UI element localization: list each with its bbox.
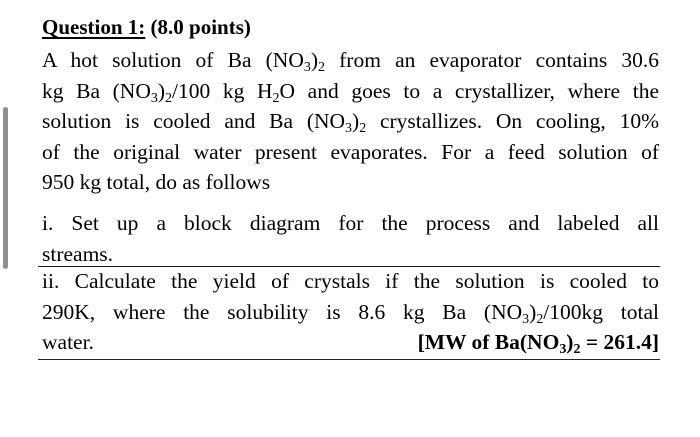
question-points: (8.0 points) xyxy=(150,15,251,39)
question-heading xyxy=(42,12,251,42)
sub-question-i xyxy=(42,208,659,269)
sub-question-ii-line-3 xyxy=(42,327,659,358)
sub-question-i-line-1: i. Set up a block diagram for the process and labeled all xyxy=(42,211,659,235)
statement-line-3: solution is cooled and Ba $(NO_3)_2$ crystallizes. On cooling, 10% xyxy=(42,109,659,137)
scroll-indicator[interactable] xyxy=(3,107,8,269)
sub-question-ii-line-1: ii. Calculate the yield of crystals if the solution is cooled to xyxy=(42,269,659,293)
sub-question-i-line-2: streams. xyxy=(42,241,114,266)
divider-2 xyxy=(38,359,660,360)
trailing-word: water. xyxy=(42,330,94,354)
statement-line-5: 950 kg total, do as follows xyxy=(42,170,271,194)
statement-line-2: kg Ba $(NO_3)_2/100$ kg $H_2O$ and goes to a crystallizer, where the xyxy=(42,78,659,106)
sub-question-ii xyxy=(42,266,659,358)
question-label: Question 1: xyxy=(42,15,146,39)
sub-question-ii-line-2: 290K, where the solubility is 8.6 kg Ba $(NO_3)_2/100kg$ total xyxy=(42,299,659,327)
molecular-weight-note: [MW of $Ba(NO_3)_2 = 261.4$] xyxy=(417,330,659,358)
statement-line-4: of the original water present evaporates. For a feed solution of xyxy=(42,139,659,164)
statement-line-1: A hot solution of Ba $(NO_3)_2$ from an evaporator contains 30.6 xyxy=(42,48,659,76)
problem-statement xyxy=(42,45,659,198)
